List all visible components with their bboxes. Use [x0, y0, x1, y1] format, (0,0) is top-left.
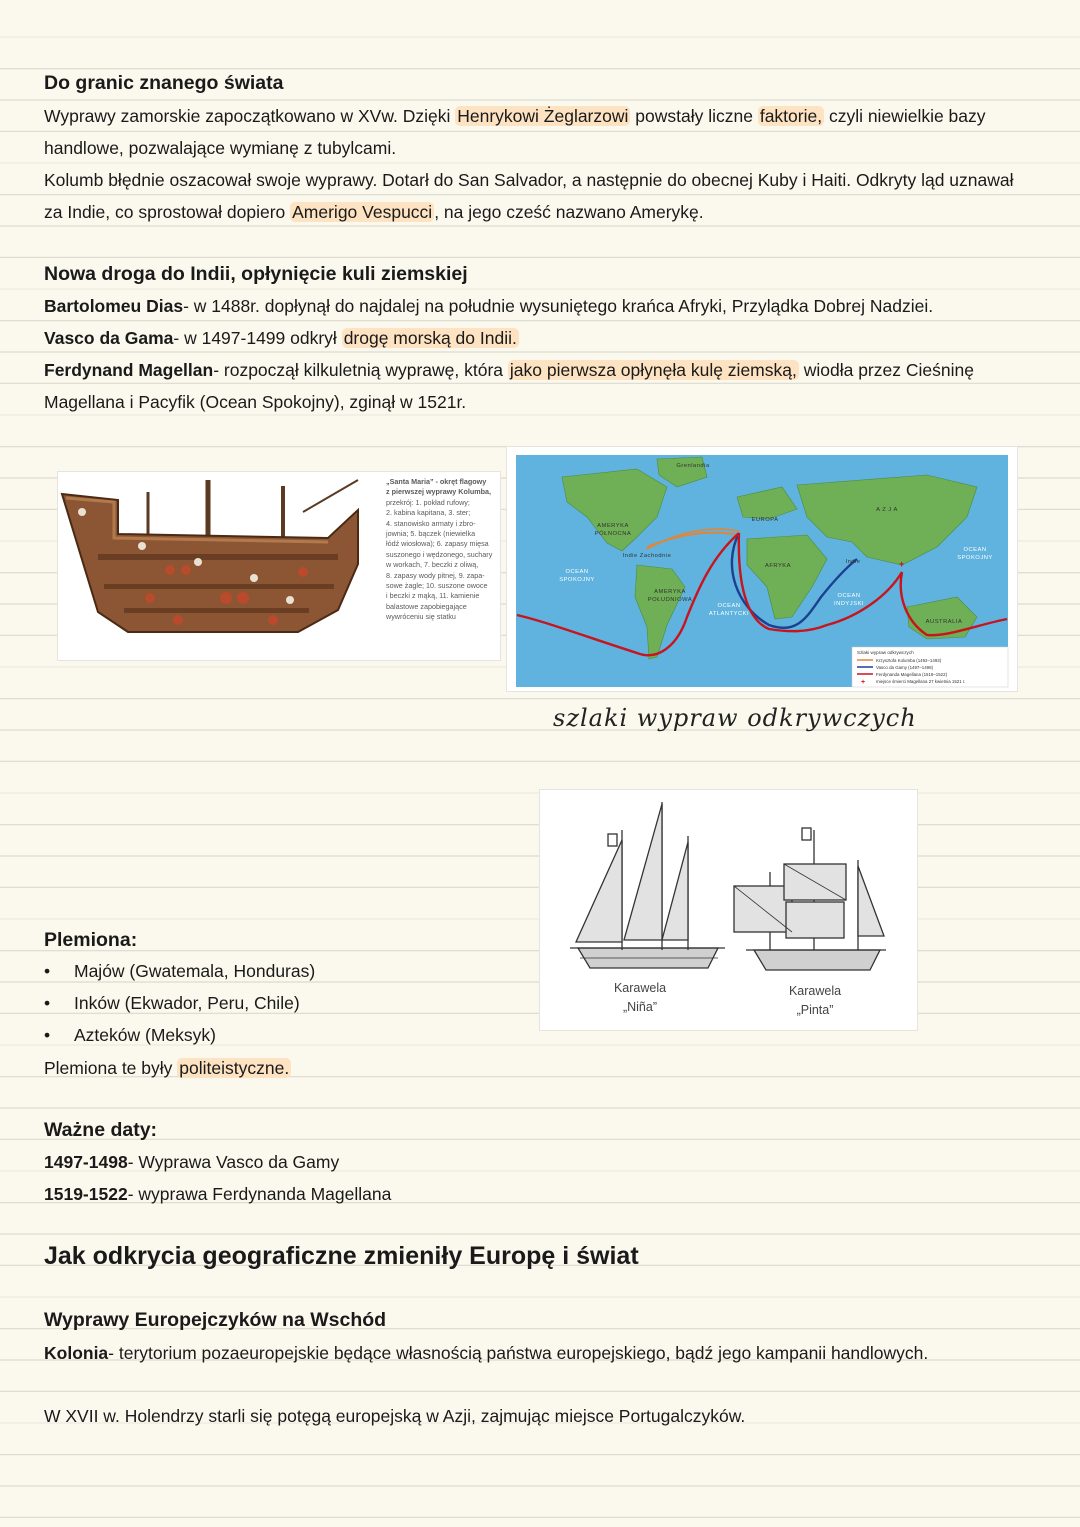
caption-line: 4. stanowisko armaty i zbro- [386, 518, 476, 528]
caption-line: sowe żagle; 10. suszone owoce [386, 581, 488, 591]
list-item-text: Inków (Ekwador, Peru, Chile) [74, 993, 300, 1013]
caravel-label: Karawela [613, 981, 667, 995]
legend-item: Ferdynanda Magellana (1519–1522) [876, 672, 948, 677]
paragraph-line [44, 295, 933, 317]
highlight: Henrykowi Żeglarzowi [457, 106, 629, 126]
date-entry [44, 1183, 391, 1205]
paragraph-line: handlowe, pozwalające wymianę z tubylcami. [44, 138, 397, 158]
person-name: Bartolomeu Dias [44, 296, 184, 316]
text: czyli niewielkie bazy [824, 106, 986, 126]
paragraph-line [44, 1342, 928, 1364]
map-label: AMERYKA [597, 523, 629, 529]
legend-item: Vasco da Gamy (1497–1498) [876, 665, 934, 670]
ship-cross-section-figure [58, 472, 500, 660]
text: , na jego cześć nazwano Amerykę. [434, 202, 704, 222]
map-label: OCEAN [963, 547, 987, 553]
paragraph-line [44, 105, 986, 127]
caption-line: przekrój: 1. pokład rufowy; [386, 497, 470, 507]
date-entry [44, 1151, 339, 1173]
section-title-dates: Ważne daty: [44, 1119, 158, 1141]
map-label: SPOKOJNY [957, 555, 993, 561]
death-place-marker: + [899, 559, 905, 569]
term: Kolonia [44, 1343, 109, 1363]
text: - w 1497-1499 odkrył [173, 328, 342, 348]
list-item-text: Azteków (Meksyk) [74, 1025, 216, 1045]
text: - terytorium pozaeuropejskie będące własnością państwa europejskiego, bądź jego kampanii handlowych. [108, 1343, 929, 1363]
paragraph-line [44, 1057, 291, 1079]
text: za Indie, co sprostował dopiero [44, 202, 291, 222]
subsection-title-east: Wyprawy Europejczyków na Wschód [44, 1309, 387, 1331]
map-label: INDYJSKI [833, 601, 865, 607]
ship-caption [386, 477, 498, 623]
text: wiodła przez Cieśninę [798, 360, 974, 380]
map-label: Indie Zachodnie [622, 553, 672, 559]
section-title-route-india: Nowa droga do Indii, opłynięcie kuli ziemskiej [44, 263, 468, 285]
date: 1519-1522 [44, 1184, 128, 1204]
map-label: A Z J A [876, 507, 898, 513]
section-title-tribes: Plemiona: [44, 929, 138, 951]
highlight: jako pierwsza opłynęła kulę ziemską, [509, 360, 797, 380]
caravels-illustration [540, 790, 917, 1030]
map-label: EUROPA [751, 517, 779, 523]
list-item-text: Majów (Gwatemala, Honduras) [74, 961, 316, 981]
paragraph-line [44, 201, 704, 223]
caravel-label: „Niña” [622, 1000, 658, 1014]
text: Plemiona te były [44, 1058, 178, 1078]
legend-title: Szlaki wypraw odkrywczych [857, 650, 914, 655]
caption-line: suszonego i wędzonego, suchary [386, 549, 493, 559]
map-label: AFRYKA [764, 563, 792, 569]
text: - Wyprawa Vasco da Gamy [127, 1152, 340, 1172]
highlight: Amerigo Vespucci [292, 202, 433, 222]
caption-line: i beczki z mąką, 11. kamienie [386, 591, 480, 601]
handwritten-map-caption: szlaki wypraw odkrywczych [553, 704, 917, 732]
section-title-changes: Jak odkrycia geograficzne zmieniły Europę i świat [44, 1242, 639, 1270]
caption-line: 8. zapasy wody pitnej, 9. zapa- [386, 570, 485, 580]
caption-line: łódź wiosłowa); 6. zapasy mięsa [386, 539, 489, 549]
paragraph-line: W XVII w. Holendrzy starli się potęgą europejską w Azji, zajmując miejsce Portugalczyków. [44, 1406, 746, 1426]
caption-line: z pierwszej wyprawy Kolumba, [386, 487, 492, 497]
legend-item: Krzysztofa Kolumba (1492–1493) [876, 658, 942, 663]
section-title-known-world: Do granic znanego świata [44, 72, 284, 94]
map-label: Indie [845, 559, 861, 565]
map-label: POŁUDNIOWA [647, 597, 693, 603]
paragraph-line: Magellana i Pacyfik (Ocean Spokojny), zginął w 1521r. [44, 392, 467, 412]
paragraph-line [44, 327, 519, 349]
text: - wyprawa Ferdynanda Magellana [127, 1184, 392, 1204]
caption-line: „Santa Maria” - okręt flagowy [386, 477, 487, 486]
caption-line: jownia; 5. bączek (niewielka [386, 529, 476, 539]
caption-line: 2. kabina kapitana, 3. ster; [386, 508, 471, 518]
text: Wyprawy zamorskie zapoczątkowano w XVw. Dzięki [44, 106, 456, 126]
highlight: faktorie, [759, 106, 823, 126]
date: 1497-1498 [44, 1152, 128, 1172]
highlight: drogę morską do Indii. [343, 328, 517, 348]
map-label: OCEAN [837, 593, 861, 599]
caption-line: balastowe zapobiegające [386, 601, 467, 611]
map-label: SPOKOJNY [559, 577, 595, 583]
map-label: PÓŁNOCNA [594, 531, 632, 537]
text: - w 1488r. dopłynął do najdalej na południe wysuniętego krańca Afryki, Przylądka Dobrej Nadziei. [183, 296, 934, 316]
world-map [507, 447, 1017, 691]
paragraph-line: Kolumb błędnie oszacował swoje wyprawy. Dotarł do San Salvador, a następnie do obecnej Kuby i Haiti. Odkryty ląd uznawał [44, 170, 1014, 190]
world-map-figure [507, 447, 1017, 691]
person-name: Ferdynand Magellan [44, 360, 214, 380]
highlight: politeistyczne. [179, 1058, 290, 1078]
map-label: OCEAN [717, 603, 741, 609]
map-label: Grenlandia [676, 463, 710, 469]
text: - rozpoczął kilkuletnią wyprawę, która [213, 360, 508, 380]
caravel-label: „Pinta” [796, 1003, 834, 1017]
map-legend [852, 647, 1008, 687]
caravel-label: Karawela [788, 984, 842, 998]
paragraph-line [44, 359, 974, 381]
caption-line: w workach, 7. beczki z oliwą, [386, 560, 479, 570]
map-label: OCEAN [565, 569, 589, 575]
caravels-figure [540, 790, 917, 1030]
caption-line: wywróceniu się statku [386, 612, 456, 622]
text: powstały liczne [630, 106, 758, 126]
legend-item: miejsce śmierci Magellana 27 kwietnia 1521 r. [876, 679, 966, 684]
map-label: ATLANTYCKI [708, 611, 750, 617]
person-name: Vasco da Gama [44, 328, 174, 348]
svg-text:+: + [861, 679, 866, 686]
map-label: AUSTRALIA [925, 619, 963, 625]
map-label: AMERYKA [654, 589, 686, 595]
